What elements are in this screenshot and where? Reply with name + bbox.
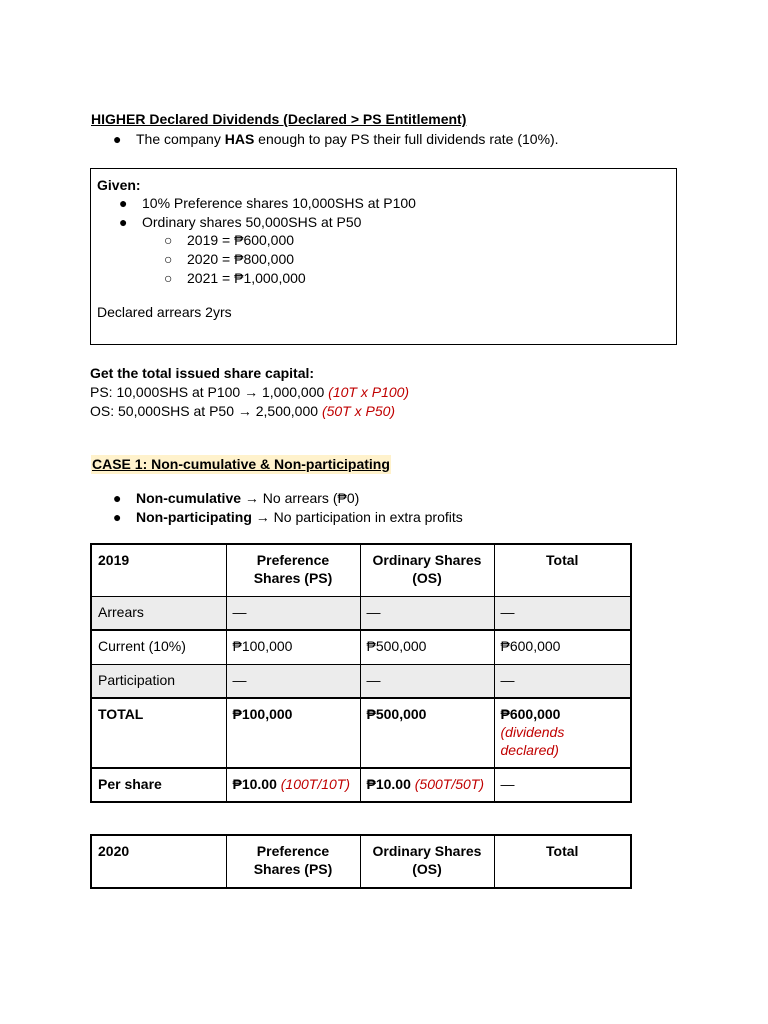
header-total: Total [494,544,631,596]
cell-ps: — [226,664,360,698]
header-ps: Preference Shares (PS) [226,544,360,596]
per-share-ps-value: ₱10.00 [232,776,277,792]
bullet-dot-icon: ● [119,214,128,230]
cell-total [494,698,631,768]
total-note: (dividends declared) [500,724,565,758]
table-row-current [91,630,631,664]
os-capital-line [90,402,395,421]
case1-title: CASE 1: Non-cumulative & Non-participating [92,456,390,472]
intro-prefix: The company [136,131,225,147]
case1-bullet [113,508,463,527]
os-capital-text: OS: 50,000SHS at P50 → 2,500,000 [90,403,322,419]
per-share-os-note: (500T/50T) [414,776,485,792]
given-note: Declared arrears 2yrs [97,304,232,320]
intro-suffix: enough to pay PS their full dividends rate (10%). [254,131,559,147]
row-label: Participation [91,664,226,698]
cell-os: — [360,596,494,630]
row-label: Per share [91,768,226,802]
hollow-bullet-icon: ○ [164,270,173,286]
case1-bullet-bold: Non-participating [136,509,252,525]
bullet-dot-icon: ● [113,509,122,525]
ps-capital-text: PS: 10,000SHS at P100 → 1,000,000 [90,384,329,400]
table-row-arrears [91,596,631,630]
bullet-dot-icon: ● [113,131,122,147]
given-label: Given: [97,177,141,193]
given-item [119,213,361,232]
cell-total: — [494,596,631,630]
intro-bullet [113,130,559,149]
case1-bullet-bold: Non-cumulative [136,490,242,506]
row-label: TOTAL [91,698,226,768]
cell-ps: ₱100,000 [226,630,360,664]
hollow-bullet-icon: ○ [164,251,173,267]
cell-total: — [494,664,631,698]
header-os: Ordinary Shares (OS) [360,544,494,596]
cell-total: — [494,768,631,802]
given-item-text: 10% Preference shares 10,000SHS at P100 [142,195,416,211]
header-year: 2020 [91,835,226,888]
cell-os: ₱500,000 [360,698,494,768]
total-value: ₱600,000 [500,706,561,722]
section-heading: HIGHER Declared Dividends (Declared > PS Entitlement) [91,111,467,127]
header-os: Ordinary Shares (OS) [360,835,494,888]
cell-ps: ₱100,000 [226,698,360,768]
bullet-dot-icon: ● [119,195,128,211]
given-sub-item [164,231,294,250]
cell-total: ₱600,000 [494,630,631,664]
case1-bullet [113,489,359,508]
given-sub-item [164,250,294,269]
ps-capital-note: (10T x P100) [328,384,410,400]
table-header-row [91,544,631,596]
table-2019 [90,543,632,803]
given-sub-item-text: 2019 = ₱600,000 [187,232,295,248]
cell-ps [226,768,360,802]
table-2020 [90,834,632,889]
table-row-total [91,698,631,768]
share-capital-title: Get the total issued share capital: [90,365,315,381]
cell-os: — [360,664,494,698]
given-item-text: Ordinary shares 50,000SHS at P50 [142,214,362,230]
given-sub-item [164,269,306,288]
os-capital-note: (50T x P50) [321,403,396,419]
table-header-row [91,835,631,888]
case1-bullet-text: → No arrears (₱0) [241,490,360,506]
cell-os: ₱500,000 [360,630,494,664]
row-label: Current (10%) [91,630,226,664]
given-item [119,194,416,213]
cell-ps: — [226,596,360,630]
header-ps: Preference Shares (PS) [226,835,360,888]
per-share-ps-note: (100T/10T) [280,776,351,792]
table-row-participation [91,664,631,698]
hollow-bullet-icon: ○ [164,232,173,248]
cell-os [360,768,494,802]
given-sub-item-text: 2020 = ₱800,000 [187,251,295,267]
header-total: Total [494,835,631,888]
table-row-per-share [91,768,631,802]
per-share-os-value: ₱10.00 [366,776,411,792]
given-sub-item-text: 2021 = ₱1,000,000 [187,270,306,286]
bullet-dot-icon: ● [113,490,122,506]
header-year: 2019 [91,544,226,596]
intro-bold: HAS [224,131,255,147]
case1-bullet-text: → No participation in extra profits [251,509,463,525]
row-label: Arrears [91,596,226,630]
ps-capital-line [90,383,409,402]
